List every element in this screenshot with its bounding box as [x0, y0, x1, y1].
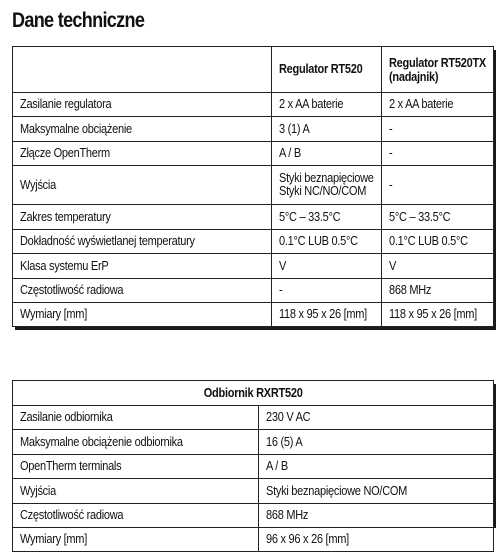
rt520tx-value: 5°C – 33.5°C — [382, 205, 494, 230]
row-label: Zakres temperatury — [13, 205, 272, 230]
rt520-value: 3 (1) A — [272, 117, 382, 142]
rt520tx-value: V — [382, 254, 494, 279]
rt520-value: V — [272, 254, 382, 279]
table-header-row — [13, 47, 494, 93]
row-label: OpenTherm terminals — [13, 455, 259, 479]
row-label: Wymiary [mm] — [13, 303, 272, 327]
table-row — [13, 279, 494, 303]
row-label: Wymiary [mm] — [13, 528, 259, 552]
row-label: Zasilanie odbiornika — [13, 406, 259, 430]
row-label: Maksymalne obciążenie — [13, 117, 272, 142]
rt520-value: - — [272, 279, 382, 303]
table-row — [13, 504, 494, 528]
header-empty-cell — [13, 47, 272, 93]
table-row — [13, 430, 494, 455]
row-value: A / B — [259, 455, 494, 479]
rt520-value: Styki beznapięciowe Styki NC/NO/COM — [272, 166, 382, 205]
rt520-value: 5°C – 33.5°C — [272, 205, 382, 230]
rt520-value: 2 x AA baterie — [272, 93, 382, 117]
rt520tx-value: 0.1°C LUB 0.5°C — [382, 230, 494, 254]
rt520tx-value: - — [382, 117, 494, 142]
table-row — [13, 166, 494, 205]
rt520-value: 118 x 95 x 26 [mm] — [272, 303, 382, 327]
table-row — [13, 406, 494, 430]
receiver-header: Odbiornik RXRT520 — [13, 381, 494, 406]
rt520tx-value: - — [382, 142, 494, 166]
row-label: Złącze OpenTherm — [13, 142, 272, 166]
table-row — [13, 303, 494, 327]
table-row — [13, 117, 494, 142]
row-value: Styki beznapięciowe NO/COM — [259, 479, 494, 504]
table-row — [13, 93, 494, 117]
table-row — [13, 142, 494, 166]
header-rt520: Regulator RT520 — [272, 47, 382, 93]
rt520tx-value: 868 MHz — [382, 279, 494, 303]
row-value: 230 V AC — [259, 406, 494, 430]
row-label: Częstotliwość radiowa — [13, 504, 259, 528]
table-row — [13, 528, 494, 552]
table-row — [13, 455, 494, 479]
rt520tx-value: - — [382, 166, 494, 205]
row-label: Maksymalne obciążenie odbiornika — [13, 430, 259, 455]
row-value: 96 x 96 x 26 [mm] — [259, 528, 494, 552]
table-row — [13, 205, 494, 230]
row-label: Dokładność wyświetlanej temperatury — [13, 230, 272, 254]
rt520tx-value: 2 x AA baterie — [382, 93, 494, 117]
row-value: 16 (5) A — [259, 430, 494, 455]
table-row — [13, 254, 494, 279]
table-row — [13, 230, 494, 254]
rt520-value: A / B — [272, 142, 382, 166]
rt520-value: 0.1°C LUB 0.5°C — [272, 230, 382, 254]
row-label: Częstotliwość radiowa — [13, 279, 272, 303]
row-value: 868 MHz — [259, 504, 494, 528]
row-label: Zasilanie regulatora — [13, 93, 272, 117]
row-label: Klasa systemu ErP — [13, 254, 272, 279]
receiver-header-row — [13, 381, 494, 406]
row-label: Wyjścia — [13, 479, 259, 504]
table-row — [13, 479, 494, 504]
rt520tx-value: 118 x 95 x 26 [mm] — [382, 303, 494, 327]
row-label: Wyjścia — [13, 166, 272, 205]
page-title: Dane techniczne — [12, 9, 145, 32]
header-rt520tx: Regulator RT520TX (nadajnik) — [382, 47, 494, 93]
